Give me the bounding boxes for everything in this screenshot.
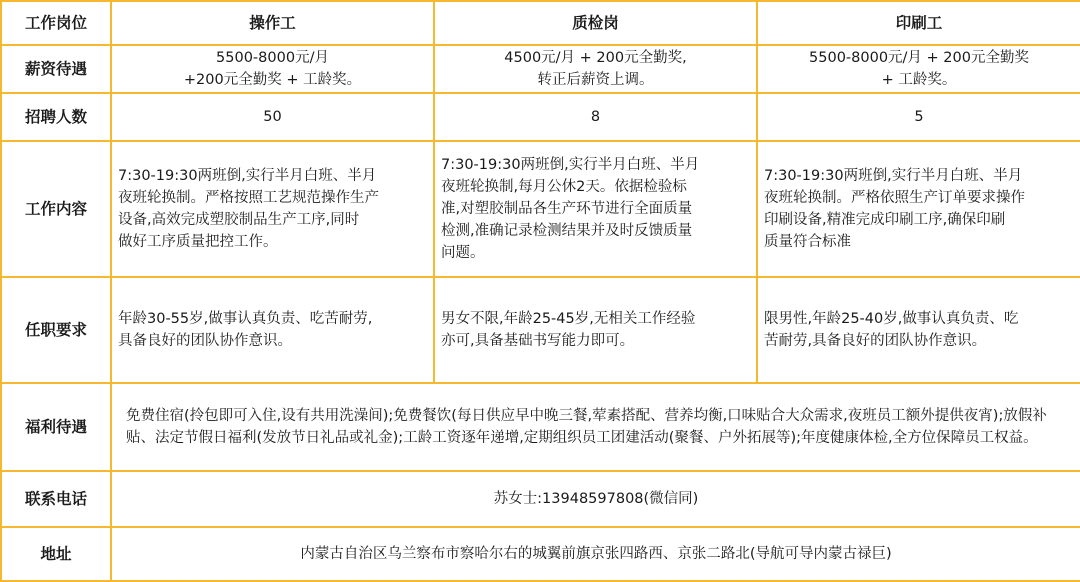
benefits-text: 免费住宿(拎包即可入住,设有共用洗澡间);免费餐饮(每日供应早中晚三餐,荤素搭配、营养均衡,口味贴合大众需求,夜班员工额外提供夜宵);放假补贴、法定节假日福利(发放节日礼品或礼金);工龄工资逐年递增,定期组织员工团建活动(聚餐、户外拓展等);年度健康体检,全方位保障员工权益。 <box>111 383 1080 471</box>
contact-label: 联系电话 <box>1 471 111 527</box>
requirements-inspector: 男女不限,年龄25-45岁,无相关工作经验 亦可,具备基础书写能力即可。 <box>434 277 757 383</box>
header-operator: 操作工 <box>111 1 434 45</box>
address-text: 内蒙古自治区乌兰察布市察哈尔右的城翼前旗京张四路西、京张二路北(导航可导内蒙古禄巨) <box>111 527 1080 581</box>
headcount-label: 招聘人数 <box>1 93 111 141</box>
duties-label: 工作内容 <box>1 141 111 277</box>
address-row <box>1 527 1080 581</box>
headcount-inspector: 8 <box>434 93 757 141</box>
requirements-operator: 年龄30-55岁,做事认真负责、吃苦耐劳, 具备良好的团队协作意识。 <box>111 277 434 383</box>
salary-row <box>1 45 1080 93</box>
address-label: 地址 <box>1 527 111 581</box>
requirements-row <box>1 277 1080 383</box>
header-row <box>1 1 1080 45</box>
requirements-label: 任职要求 <box>1 277 111 383</box>
salary-operator: 5500-8000元/月 +200元全勤奖 + 工龄奖。 <box>111 45 434 93</box>
contact-row <box>1 471 1080 527</box>
contact-text: 苏女士:13948597808(微信同) <box>111 471 1080 527</box>
headcount-printer: 5 <box>757 93 1080 141</box>
header-inspector: 质检岗 <box>434 1 757 45</box>
headcount-operator: 50 <box>111 93 434 141</box>
duties-operator: 7:30-19:30两班倒,实行半月白班、半月 夜班轮换制。严格按照工艺规范操作生产 设备,高效完成塑胶制品生产工序,同时 做好工序质量把控工作。 <box>111 141 434 277</box>
header-printer: 印刷工 <box>757 1 1080 45</box>
benefits-row <box>1 383 1080 471</box>
duties-printer: 7:30-19:30两班倒,实行半月白班、半月 夜班轮换制。严格依照生产订单要求操作 印刷设备,精准完成印刷工序,确保印刷 质量符合标准 <box>757 141 1080 277</box>
duties-row <box>1 141 1080 277</box>
duties-inspector: 7:30-19:30两班倒,实行半月白班、半月 夜班轮换制,每月公休2天。依据检验标 准,对塑胶制品各生产环节进行全面质量 检测,准确记录检测结果并及时反馈质量 问题。 <box>434 141 757 277</box>
salary-label: 薪资待遇 <box>1 45 111 93</box>
headcount-row <box>1 93 1080 141</box>
salary-inspector: 4500元/月 + 200元全勤奖, 转正后薪资上调。 <box>434 45 757 93</box>
header-position-label: 工作岗位 <box>1 1 111 45</box>
salary-printer: 5500-8000元/月 + 200元全勤奖 + 工龄奖。 <box>757 45 1080 93</box>
requirements-printer: 限男性,年龄25-40岁,做事认真负责、吃 苦耐劳,具备良好的团队协作意识。 <box>757 277 1080 383</box>
benefits-label: 福利待遇 <box>1 383 111 471</box>
